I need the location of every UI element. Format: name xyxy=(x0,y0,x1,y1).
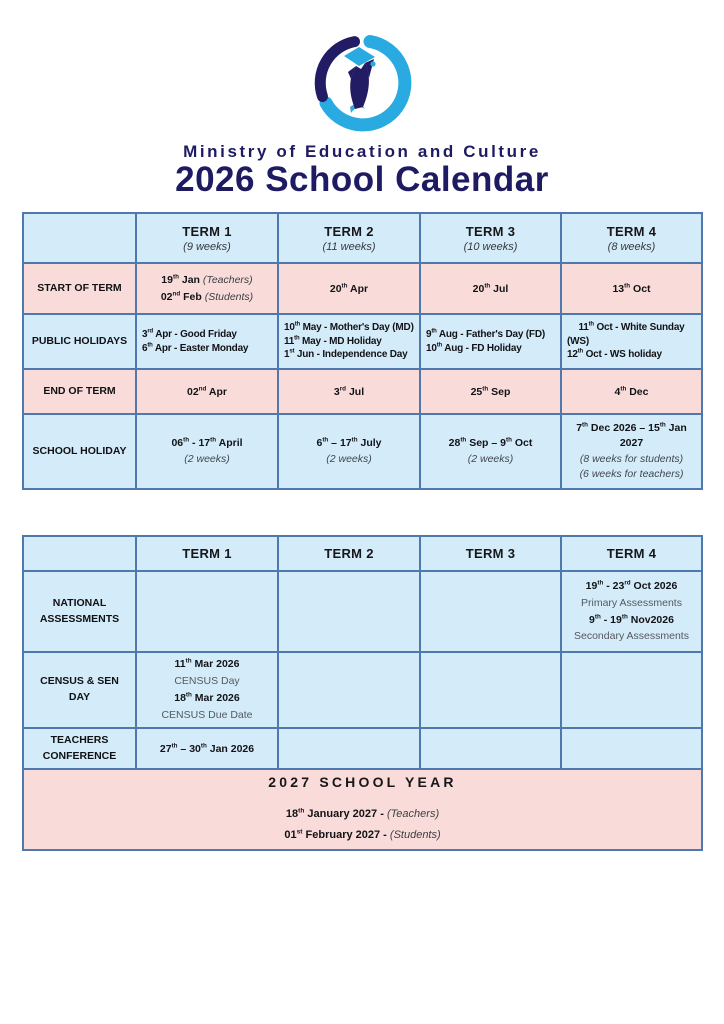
terms-table xyxy=(22,212,703,490)
term-2-weeks: (11 weeks) xyxy=(322,240,376,253)
census-term3 xyxy=(420,652,561,728)
teachers-conference-term3 xyxy=(420,728,561,769)
end-of-term-term3: 25th Sep xyxy=(420,369,561,414)
row-label-end-of-term: END OF TERM xyxy=(23,369,136,414)
holiday-entry: 10th Aug - FD Holiday xyxy=(426,342,522,354)
census-note: CENSUS Day xyxy=(174,675,240,688)
term-4-weeks: (8 weeks) xyxy=(607,240,656,253)
start-term1-teachers-date: 19th Jan xyxy=(161,273,200,286)
school-holiday-term2 xyxy=(278,414,420,489)
row-label-teachers-conference: TEACHERS CONFERENCE xyxy=(23,728,136,769)
public-holidays-row xyxy=(23,314,702,369)
assessment-note: Primary Assessments xyxy=(581,596,682,609)
holiday-entry: 9th Aug - Father's Day (FD) xyxy=(426,328,545,340)
teachers-conference-row xyxy=(23,728,702,769)
start-of-term-row xyxy=(23,263,702,314)
national-assessments-term3 xyxy=(420,571,561,652)
school-year-2027-title: 2027 SCHOOL YEAR xyxy=(268,774,457,790)
census-date: 11th Mar 2026 xyxy=(174,657,240,671)
start-term1-teachers-note: (Teachers) xyxy=(202,273,253,286)
row-label-census-sen-day: CENSUS & SEN DAY xyxy=(23,652,136,728)
corner-cell xyxy=(23,213,136,263)
events-term-4-header: TERM 4 xyxy=(561,536,702,571)
school-year-2027-section xyxy=(23,769,702,850)
school-year-2027-students-note: (Students) xyxy=(389,829,441,842)
assessment-date: 9th - 19th Nov2026 xyxy=(589,613,674,626)
school-holiday-dates: 28th Sep – 9th Oct xyxy=(448,436,533,450)
term-3-name: TERM 3 xyxy=(465,223,516,239)
events-term-2-header: TERM 2 xyxy=(278,536,420,571)
holiday-entry: 11th May - MD Holiday xyxy=(284,335,382,347)
end-of-term-row xyxy=(23,369,702,414)
holiday-entry: 12th Oct - WS holiday xyxy=(567,349,662,361)
school-holiday-row xyxy=(23,414,702,489)
school-holiday-note: (6 weeks for teachers) xyxy=(579,467,684,480)
school-year-2027-students-date: 01st February 2027 - xyxy=(284,828,387,842)
holiday-entry: 3rd Apr - Good Friday xyxy=(142,328,237,340)
school-holiday-note: (2 weeks) xyxy=(467,452,514,465)
term-4-name: TERM 4 xyxy=(606,223,657,239)
events-term-3-header: TERM 3 xyxy=(420,536,561,571)
start-of-term-term4: 13th Oct xyxy=(561,263,702,314)
start-of-term-term2: 20th Apr xyxy=(278,263,420,314)
school-year-2027-teachers-date: 18th January 2027 - xyxy=(285,807,384,820)
public-holidays-term3 xyxy=(420,314,561,369)
row-label-school-holiday: SCHOOL HOLIDAY xyxy=(23,414,136,489)
page-title: 2026 School Calendar xyxy=(175,160,549,199)
school-holiday-term1 xyxy=(136,414,278,489)
term-1-weeks: (9 weeks) xyxy=(183,240,231,253)
term-3-header xyxy=(420,213,561,263)
start-of-term-term1 xyxy=(136,263,278,314)
terms-header-row xyxy=(23,213,702,263)
school-holiday-dates: 7th Dec 2026 – 15th Jan 2027 xyxy=(576,421,687,450)
ministry-logo xyxy=(307,33,417,137)
end-of-term-term1: 02nd Apr xyxy=(136,369,278,414)
census-date: 18th Mar 2026 xyxy=(174,691,240,704)
teachers-conference-term4 xyxy=(561,728,702,769)
school-holiday-term3 xyxy=(420,414,561,489)
teachers-conference-term2 xyxy=(278,728,420,769)
census-term4 xyxy=(561,652,702,728)
assessment-date: 19th - 23rd Oct 2026 xyxy=(585,579,678,592)
term-4-header xyxy=(561,213,702,263)
start-term1-students-date: 02nd Feb xyxy=(160,290,202,303)
teachers-conference-term1: 27th – 30th Jan 2026 xyxy=(136,728,278,769)
school-holiday-dates: 06th - 17th April xyxy=(171,436,243,450)
school-holiday-term4 xyxy=(561,414,702,489)
national-assessments-term4 xyxy=(561,571,702,652)
term-3-weeks: (10 weeks) xyxy=(463,240,518,253)
holiday-entry: 6th Apr - Easter Monday xyxy=(142,342,249,354)
events-table xyxy=(22,535,703,851)
holiday-entry: 1st Jun - Independence Day xyxy=(284,349,408,361)
public-holidays-term2 xyxy=(278,314,420,369)
graduate-figure-icon xyxy=(307,33,417,137)
school-holiday-note: (2 weeks) xyxy=(184,452,230,465)
row-label-public-holidays: PUBLIC HOLIDAYS xyxy=(23,314,136,369)
public-holidays-term1 xyxy=(136,314,278,369)
national-assessments-term1 xyxy=(136,571,278,652)
term-1-header xyxy=(136,213,278,263)
events-header-row xyxy=(23,536,702,571)
school-holiday-note: (2 weeks) xyxy=(326,452,372,465)
national-assessments-term2 xyxy=(278,571,420,652)
end-of-term-term4: 4th Dec xyxy=(561,369,702,414)
start-of-term-term3: 20th Jul xyxy=(420,263,561,314)
school-holiday-dates: 6th – 17th July xyxy=(316,436,382,450)
term-1-name: TERM 1 xyxy=(182,223,232,239)
census-term2 xyxy=(278,652,420,728)
end-of-term-term2: 3rd Jul xyxy=(278,369,420,414)
school-year-2027-teachers-note: (Teachers) xyxy=(386,808,440,820)
term-2-header xyxy=(278,213,420,263)
row-label-national-assessments: NATIONAL ASSESSMENTS xyxy=(23,571,136,652)
school-holiday-note: (8 weeks for students) xyxy=(579,452,684,465)
assessment-note: Secondary Assessments xyxy=(574,630,689,643)
holiday-entry: 11th Oct - White Sunday (WS) xyxy=(567,321,685,347)
ministry-name: Ministry of Education and Culture xyxy=(183,142,541,161)
census-sen-day-row xyxy=(23,652,702,728)
corner-cell xyxy=(23,536,136,571)
census-term1 xyxy=(136,652,278,728)
row-label-start-of-term: START OF TERM xyxy=(23,263,136,314)
events-term-1-header: TERM 1 xyxy=(136,536,278,571)
start-term1-students-note: (Students) xyxy=(204,290,254,303)
term-2-name: TERM 2 xyxy=(324,223,374,239)
census-note: CENSUS Due Date xyxy=(161,708,253,721)
public-holidays-term4 xyxy=(561,314,702,369)
national-assessments-row xyxy=(23,571,702,652)
holiday-entry: 10th May - Mother's Day (MD) xyxy=(284,321,414,333)
school-year-2027-row xyxy=(23,769,702,850)
